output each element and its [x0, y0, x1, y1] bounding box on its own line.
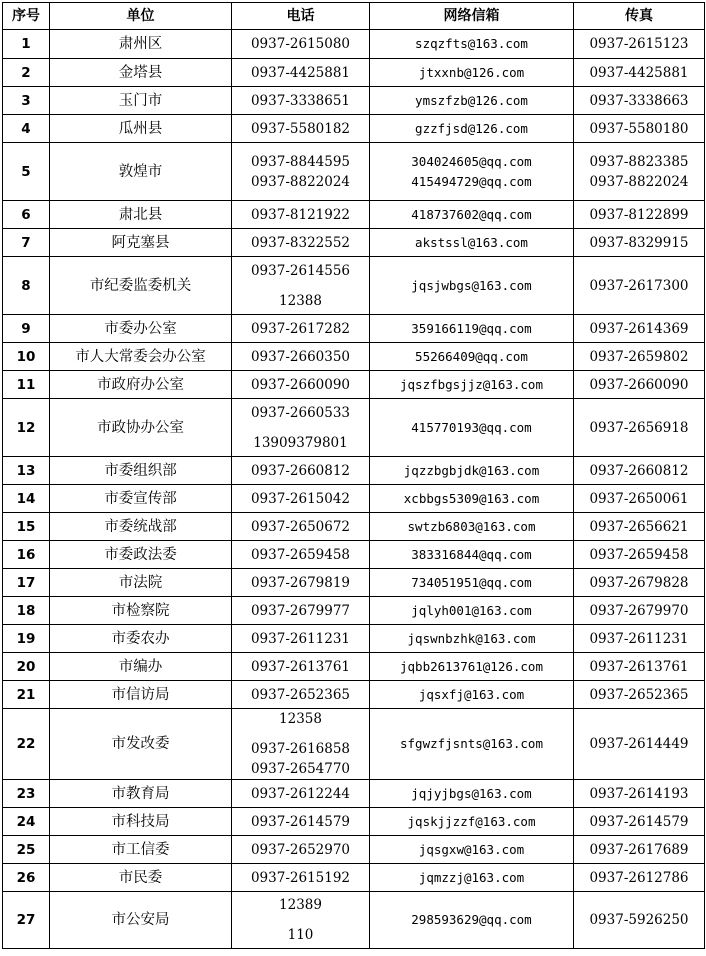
row-email-line: jtxxnb@126.com — [418, 64, 525, 80]
row-fax-line: 0937-2656621 — [589, 518, 689, 535]
row-fax-line: 0937-2614449 — [589, 736, 689, 752]
row-fax-line: 0937-2659458 — [589, 546, 689, 563]
row-phone — [232, 569, 370, 597]
row-email-line: szqzfts@163.com — [415, 36, 528, 51]
row-fax — [574, 315, 705, 343]
row-fax-line: 0937-8329915 — [589, 234, 689, 251]
row-phone — [232, 625, 370, 653]
table-row — [3, 864, 705, 892]
row-phone-line: 110 — [287, 927, 314, 943]
row-fax-line: 0937-4425881 — [589, 64, 689, 81]
row-index: 10 — [3, 343, 50, 371]
row-phone-line: 0937-2660090 — [250, 376, 351, 393]
row-phone — [232, 371, 370, 399]
row-fax-line: 0937-2679828 — [589, 574, 689, 591]
row-email-line: 304024605@qq.com — [411, 153, 532, 169]
row-index: 23 — [3, 780, 50, 808]
row-email — [370, 315, 574, 343]
row-unit: 市科技局 — [50, 808, 232, 836]
row-phone — [232, 653, 370, 681]
row-phone — [232, 315, 370, 343]
table-row — [3, 143, 705, 201]
row-index: 26 — [3, 864, 50, 892]
row-unit: 肃州区 — [50, 30, 232, 59]
row-email-line: 415770193@qq.com — [411, 419, 532, 435]
row-phone-line: 0937-2614579 — [250, 813, 351, 830]
row-fax — [574, 681, 705, 709]
row-fax — [574, 569, 705, 597]
row-phone — [232, 399, 370, 457]
row-phone — [232, 836, 370, 864]
table-row — [3, 315, 705, 343]
row-phone — [232, 864, 370, 892]
row-fax — [574, 399, 705, 457]
table-row — [3, 485, 705, 513]
row-phone-line: 0937-2616858 — [250, 741, 351, 757]
row-email-line: ymszfzb@126.com — [415, 92, 528, 108]
row-unit: 市民委 — [50, 864, 232, 892]
row-phone-line: 12358 — [279, 711, 322, 727]
row-phone-line: 0937-2615192 — [250, 869, 351, 886]
row-fax-line: 0937-8822024 — [589, 173, 689, 190]
row-phone-line: 0937-2614556 — [250, 262, 351, 279]
header-unit: 单位 — [50, 3, 232, 30]
row-phone — [232, 87, 370, 115]
row-phone — [232, 257, 370, 315]
table-row — [3, 371, 705, 399]
row-email-line: jqszfbgsjjz@163.com — [400, 376, 543, 392]
row-fax-line: 0937-2615123 — [589, 36, 689, 52]
row-phone — [232, 808, 370, 836]
row-fax — [574, 87, 705, 115]
row-unit: 市委办公室 — [50, 315, 232, 343]
row-fax — [574, 836, 705, 864]
row-phone-line: 0937-3338651 — [250, 92, 351, 109]
table-row — [3, 681, 705, 709]
row-email — [370, 399, 574, 457]
row-email — [370, 371, 574, 399]
row-email-line: 415494729@qq.com — [411, 173, 532, 189]
row-fax — [574, 892, 705, 949]
table-row — [3, 513, 705, 541]
row-phone — [232, 541, 370, 569]
row-fax — [574, 257, 705, 315]
row-fax — [574, 597, 705, 625]
row-unit: 市政府办公室 — [50, 371, 232, 399]
row-index: 25 — [3, 836, 50, 864]
row-phone — [232, 513, 370, 541]
row-phone-line: 0937-4425881 — [250, 64, 351, 81]
row-fax — [574, 709, 705, 780]
row-fax-line: 0937-2612786 — [589, 869, 689, 886]
row-fax — [574, 457, 705, 485]
row-index: 1 — [3, 30, 50, 59]
row-email — [370, 808, 574, 836]
table-row — [3, 780, 705, 808]
table-body — [3, 30, 705, 949]
row-email — [370, 780, 574, 808]
row-email-line: jqsgxw@163.com — [418, 841, 525, 857]
header-row — [3, 3, 705, 30]
row-unit: 市纪委监委机关 — [50, 257, 232, 315]
row-fax — [574, 371, 705, 399]
row-phone — [232, 201, 370, 229]
table-row — [3, 625, 705, 653]
row-unit: 市委宣传部 — [50, 485, 232, 513]
row-phone-line: 0937-2612244 — [250, 785, 351, 802]
table-row — [3, 836, 705, 864]
row-email-line: 298593629@qq.com — [411, 912, 532, 927]
row-email — [370, 115, 574, 143]
row-fax — [574, 30, 705, 59]
row-phone-line: 0937-2652365 — [250, 686, 351, 703]
row-fax-line: 0937-2659802 — [589, 348, 689, 365]
row-phone-line: 0937-2615042 — [250, 490, 351, 507]
row-email — [370, 681, 574, 709]
row-unit: 金塔县 — [50, 59, 232, 87]
row-unit: 肃北县 — [50, 201, 232, 229]
row-index: 14 — [3, 485, 50, 513]
row-phone-line: 0937-8822024 — [250, 173, 351, 190]
row-email — [370, 597, 574, 625]
header-phone: 电话 — [232, 3, 370, 30]
row-email — [370, 485, 574, 513]
row-index: 6 — [3, 201, 50, 229]
row-index: 13 — [3, 457, 50, 485]
row-phone — [232, 143, 370, 201]
row-index: 18 — [3, 597, 50, 625]
row-email-line: 418737602@qq.com — [411, 206, 532, 222]
row-email-line: jqmzzj@163.com — [418, 869, 525, 885]
row-email — [370, 457, 574, 485]
row-unit: 市教育局 — [50, 780, 232, 808]
row-email-line: swtzb6803@163.com — [407, 518, 536, 534]
row-phone — [232, 709, 370, 780]
table-row — [3, 30, 705, 59]
row-unit: 市法院 — [50, 569, 232, 597]
row-fax — [574, 485, 705, 513]
row-unit: 玉门市 — [50, 87, 232, 115]
row-fax-line: 0937-2656918 — [589, 419, 689, 436]
row-fax-line: 0937-2611231 — [589, 630, 689, 647]
row-phone-line: 0937-2660350 — [250, 348, 351, 365]
row-email — [370, 343, 574, 371]
row-unit: 市检察院 — [50, 597, 232, 625]
table-row — [3, 569, 705, 597]
row-fax — [574, 780, 705, 808]
row-fax-line: 0937-8823385 — [589, 153, 689, 170]
row-email-line: jqsjwbgs@163.com — [411, 277, 532, 293]
row-phone-line: 0937-8844595 — [250, 153, 351, 170]
table-row — [3, 399, 705, 457]
row-email — [370, 864, 574, 892]
table-row — [3, 808, 705, 836]
table-row — [3, 541, 705, 569]
row-fax-line: 0937-2679970 — [589, 602, 689, 619]
row-email-line: 734051951@qq.com — [411, 574, 532, 590]
row-fax — [574, 59, 705, 87]
row-phone-line: 0937-2613761 — [250, 658, 351, 675]
row-phone — [232, 597, 370, 625]
row-email — [370, 836, 574, 864]
row-email — [370, 30, 574, 59]
row-unit: 市政协办公室 — [50, 399, 232, 457]
row-email-line: 383316844@qq.com — [411, 546, 532, 562]
row-index: 20 — [3, 653, 50, 681]
row-email-line: gzzfjsd@126.com — [415, 120, 528, 136]
row-index: 22 — [3, 709, 50, 780]
row-phone-line: 0937-2660812 — [250, 462, 351, 479]
header-email: 网络信箱 — [370, 3, 574, 30]
row-index: 24 — [3, 808, 50, 836]
row-unit: 市委组织部 — [50, 457, 232, 485]
table-row — [3, 87, 705, 115]
row-fax-line: 0937-2650061 — [589, 490, 689, 507]
row-fax-line: 0937-2617689 — [589, 841, 689, 858]
row-email-line: jqlyh001@163.com — [411, 602, 532, 618]
row-fax-line: 0937-2652365 — [589, 686, 689, 703]
row-phone-line: 0937-5580182 — [250, 120, 351, 137]
table-row — [3, 59, 705, 87]
table-row — [3, 653, 705, 681]
row-phone-line: 0937-2679819 — [250, 574, 351, 591]
table-row — [3, 115, 705, 143]
table-row — [3, 201, 705, 229]
row-fax — [574, 343, 705, 371]
row-phone-line: 0937-2659458 — [250, 546, 351, 563]
row-email — [370, 892, 574, 949]
row-index: 16 — [3, 541, 50, 569]
row-unit: 市信访局 — [50, 681, 232, 709]
row-email-line: jqjyjbgs@163.com — [411, 785, 532, 801]
row-email-line: jqbb2613761@126.com — [400, 658, 543, 674]
row-fax-line: 0937-3338663 — [589, 92, 689, 109]
row-unit: 市工信委 — [50, 836, 232, 864]
row-phone-line: 0937-8121922 — [250, 206, 351, 223]
row-index: 7 — [3, 229, 50, 257]
row-email-line: xcbbgs5309@163.com — [403, 490, 540, 506]
row-fax-line: 0937-2614579 — [589, 813, 689, 830]
row-fax-line: 0937-2660812 — [589, 462, 689, 479]
row-email-line: jqswnbzhk@163.com — [407, 630, 536, 646]
row-email-line: 55266409@qq.com — [415, 348, 528, 364]
row-phone — [232, 59, 370, 87]
row-phone — [232, 30, 370, 59]
row-fax — [574, 143, 705, 201]
row-email — [370, 143, 574, 201]
row-fax — [574, 201, 705, 229]
row-unit: 市委农办 — [50, 625, 232, 653]
row-email-line: akstssl@163.com — [415, 234, 528, 250]
row-fax — [574, 229, 705, 257]
row-index: 17 — [3, 569, 50, 597]
row-unit: 市委统战部 — [50, 513, 232, 541]
row-fax-line: 0937-2660090 — [589, 376, 689, 393]
row-phone — [232, 681, 370, 709]
contact-table — [2, 2, 705, 949]
table-row — [3, 597, 705, 625]
row-email — [370, 201, 574, 229]
row-fax-line: 0937-8122899 — [589, 206, 689, 223]
row-index: 15 — [3, 513, 50, 541]
row-email — [370, 653, 574, 681]
row-index: 27 — [3, 892, 50, 949]
row-phone — [232, 892, 370, 949]
row-phone-line: 0937-2652970 — [250, 841, 351, 858]
row-email-line: jqsxfj@163.com — [418, 686, 525, 702]
row-fax — [574, 864, 705, 892]
row-index: 2 — [3, 59, 50, 87]
row-email — [370, 625, 574, 653]
row-unit: 市公安局 — [50, 892, 232, 949]
row-fax — [574, 541, 705, 569]
row-email — [370, 709, 574, 780]
row-email — [370, 257, 574, 315]
row-fax-line: 0937-5580180 — [589, 120, 689, 137]
row-phone-line: 0937-2615080 — [250, 36, 351, 52]
row-phone — [232, 457, 370, 485]
row-fax-line: 0937-2613761 — [589, 658, 689, 675]
row-fax — [574, 653, 705, 681]
row-unit: 市委政法委 — [50, 541, 232, 569]
row-index: 9 — [3, 315, 50, 343]
row-email — [370, 541, 574, 569]
row-unit: 敦煌市 — [50, 143, 232, 201]
row-email — [370, 59, 574, 87]
row-phone-line: 0937-2617282 — [250, 320, 351, 337]
row-email — [370, 569, 574, 597]
row-fax — [574, 625, 705, 653]
row-email-line: sfgwzfjsnts@163.com — [400, 736, 543, 751]
row-phone — [232, 343, 370, 371]
row-unit: 市编办 — [50, 653, 232, 681]
row-phone-line: 12389 — [279, 897, 322, 913]
row-phone-line: 0937-2660533 — [250, 404, 351, 421]
table-row — [3, 709, 705, 780]
row-phone-line: 0937-2611231 — [250, 630, 351, 647]
row-phone-line: 0937-2654770 — [250, 761, 351, 777]
table-row — [3, 229, 705, 257]
row-index: 4 — [3, 115, 50, 143]
row-phone-line: 12388 — [279, 292, 322, 309]
row-phone — [232, 115, 370, 143]
row-unit: 阿克塞县 — [50, 229, 232, 257]
row-index: 3 — [3, 87, 50, 115]
row-index: 21 — [3, 681, 50, 709]
row-fax — [574, 808, 705, 836]
row-phone — [232, 229, 370, 257]
row-fax-line: 0937-2614193 — [589, 785, 689, 802]
row-email — [370, 513, 574, 541]
row-email — [370, 229, 574, 257]
row-email-line: 359166119@qq.com — [411, 320, 532, 336]
row-phone-line: 0937-8322552 — [250, 234, 351, 251]
row-fax-line: 0937-2617300 — [589, 277, 689, 294]
row-unit: 市人大常委会办公室 — [50, 343, 232, 371]
row-index: 19 — [3, 625, 50, 653]
row-email-line: jqskjjzzf@163.com — [407, 813, 536, 829]
table-row — [3, 457, 705, 485]
table-row — [3, 257, 705, 315]
row-email-line: jqzzbgbjdk@163.com — [403, 462, 540, 478]
row-phone-line: 13909379801 — [253, 434, 348, 451]
row-fax — [574, 115, 705, 143]
row-index: 11 — [3, 371, 50, 399]
row-phone — [232, 485, 370, 513]
row-index: 12 — [3, 399, 50, 457]
row-phone-line: 0937-2650672 — [250, 518, 351, 535]
header-index: 序号 — [3, 3, 50, 30]
row-phone — [232, 780, 370, 808]
row-index: 8 — [3, 257, 50, 315]
table-row — [3, 892, 705, 949]
table-row — [3, 343, 705, 371]
row-phone-line: 0937-2679977 — [250, 602, 351, 619]
row-unit: 瓜州县 — [50, 115, 232, 143]
header-fax: 传真 — [574, 3, 705, 30]
row-email — [370, 87, 574, 115]
row-fax — [574, 513, 705, 541]
row-index: 5 — [3, 143, 50, 201]
row-fax-line: 0937-2614369 — [589, 320, 689, 337]
row-fax-line: 0937-5926250 — [589, 912, 689, 928]
row-unit: 市发改委 — [50, 709, 232, 780]
